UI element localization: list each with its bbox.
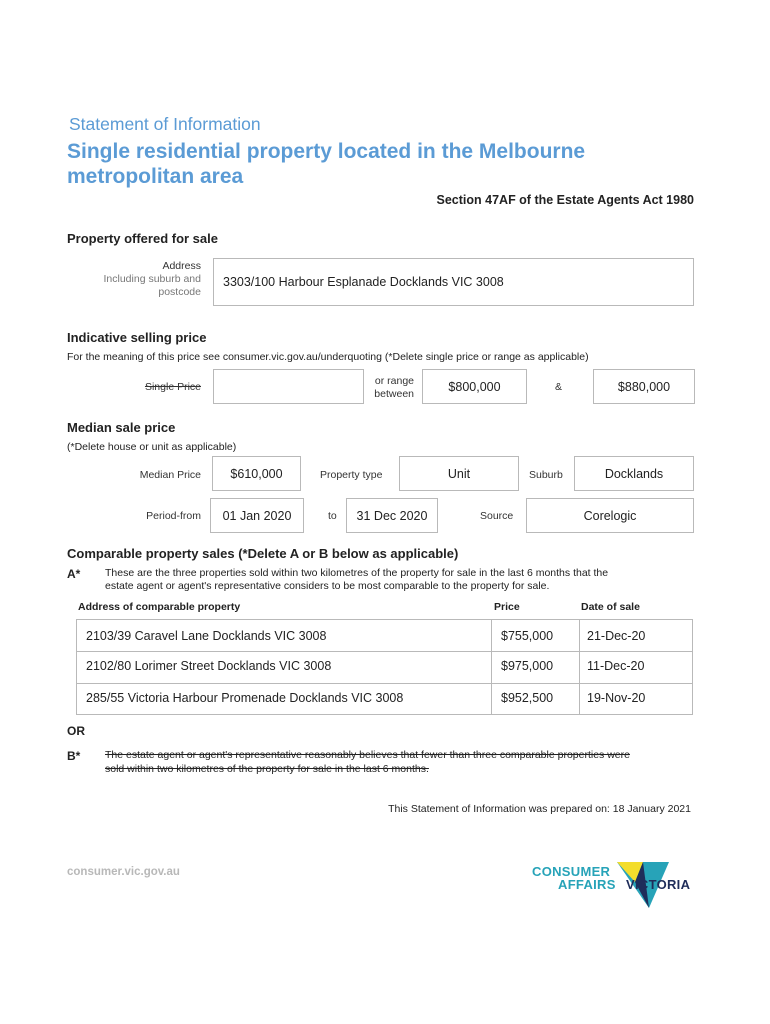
median-price-value: $610,000 — [230, 466, 283, 481]
row-price: $755,000 — [501, 629, 554, 643]
row-date: 19-Nov-20 — [587, 691, 646, 705]
col-header-price: Price — [494, 601, 520, 613]
option-b-text-1: The estate agent or agent's representative reasonably believes that fewer than three comparable properties were — [105, 749, 630, 761]
table-col-divider — [491, 620, 492, 714]
property-type-field[interactable] — [399, 456, 519, 491]
table-row-divider — [77, 683, 692, 684]
row-date: 21-Dec-20 — [587, 629, 646, 643]
comparable-heading: Comparable property sales (*Delete A or B below as applicable) — [67, 546, 459, 561]
address-field[interactable] — [213, 258, 694, 306]
address-value: 3303/100 Harbour Esplanade Docklands VIC 3008 — [223, 275, 504, 289]
statement-title: Statement of Information — [69, 114, 261, 134]
range-low-field[interactable] — [422, 369, 527, 404]
row-date: 11-Dec-20 — [587, 659, 645, 673]
address-label-2: Including suburb and — [103, 273, 201, 285]
address-label-1: Address — [162, 260, 201, 272]
table-row-divider — [77, 651, 692, 652]
median-price-field[interactable] — [212, 456, 301, 491]
single-price-label: Single Price — [144, 381, 201, 393]
row-address: 2103/39 Caravel Lane Docklands VIC 3008 — [86, 629, 327, 643]
table-col-divider — [579, 620, 580, 714]
col-header-date: Date of sale — [581, 601, 640, 613]
median-note: (*Delete house or unit as applicable) — [67, 441, 237, 453]
or-range-label-2: between — [374, 388, 414, 400]
website-link[interactable]: consumer.vic.gov.au — [67, 866, 180, 878]
row-address: 2102/80 Lorimer Street Docklands VIC 3008 — [86, 659, 332, 673]
consumer-affairs-victoria-logo — [530, 860, 698, 910]
or-label: OR — [67, 724, 85, 738]
option-a-text-1: These are the three properties sold within two kilometres of the property for sale in the last 6 months that the — [105, 567, 609, 579]
source-label: Source — [480, 510, 514, 522]
source-value: Corelogic — [583, 508, 637, 523]
suburb-label: Suburb — [529, 469, 563, 481]
period-to-value: 31 Dec 2020 — [356, 508, 428, 523]
indicative-note: For the meaning of this price see consumer.vic.gov.au/underquoting (*Delete single price or range as applicable) — [67, 351, 589, 363]
suburb-field[interactable] — [574, 456, 694, 491]
col-header-address: Address of comparable property — [78, 601, 241, 613]
range-low-value: $800,000 — [448, 379, 501, 394]
comparable-table — [76, 619, 693, 715]
period-to-field[interactable] — [346, 498, 438, 533]
logo-text-consumer: CONSUMER — [532, 864, 611, 879]
ampersand-label: & — [555, 381, 563, 393]
option-a-text-2: estate agent or agent's representative considers to be most comparable to the property for sale. — [105, 580, 550, 592]
option-b-text-2: sold within two kilometres of the property for sale in the last 6 months. — [105, 763, 429, 775]
logo-text-affairs: AFFAIRS — [558, 877, 616, 892]
or-range-label-1: or range — [374, 375, 414, 387]
property-type-label: Property type — [320, 469, 383, 481]
period-from-field[interactable] — [210, 498, 304, 533]
address-label-3: postcode — [158, 286, 201, 298]
prepared-on-text: This Statement of Information was prepared on: 18 January 2021 — [388, 803, 691, 815]
single-price-field[interactable] — [213, 369, 364, 404]
range-high-field[interactable] — [593, 369, 695, 404]
logo-text-victoria: VICTORIA — [626, 877, 691, 892]
median-heading: Median sale price — [67, 420, 176, 435]
property-heading: Property offered for sale — [67, 231, 218, 246]
row-address: 285/55 Victoria Harbour Promenade Docklands VIC 3008 — [86, 691, 404, 705]
median-price-label: Median Price — [139, 469, 201, 481]
suburb-value: Docklands — [604, 466, 664, 481]
range-high-value: $880,000 — [617, 379, 671, 394]
period-from-label: Period-from — [146, 510, 201, 522]
section-reference: Section 47AF of the Estate Agents Act 1980 — [436, 193, 694, 207]
option-a-marker: A* — [67, 567, 81, 581]
property-type-value: Unit — [447, 466, 471, 481]
row-price: $952,500 — [501, 691, 554, 705]
source-field[interactable] — [526, 498, 694, 533]
period-from-value: 01 Jan 2020 — [222, 508, 292, 523]
main-title-line-1: Single residential property located in the Melbourne — [67, 140, 586, 163]
row-price: $975,000 — [501, 659, 554, 673]
to-label: to — [328, 510, 337, 522]
option-b-marker: B* — [67, 749, 81, 763]
main-title-line-2: metropolitan area — [67, 165, 244, 188]
indicative-heading: Indicative selling price — [67, 330, 207, 345]
